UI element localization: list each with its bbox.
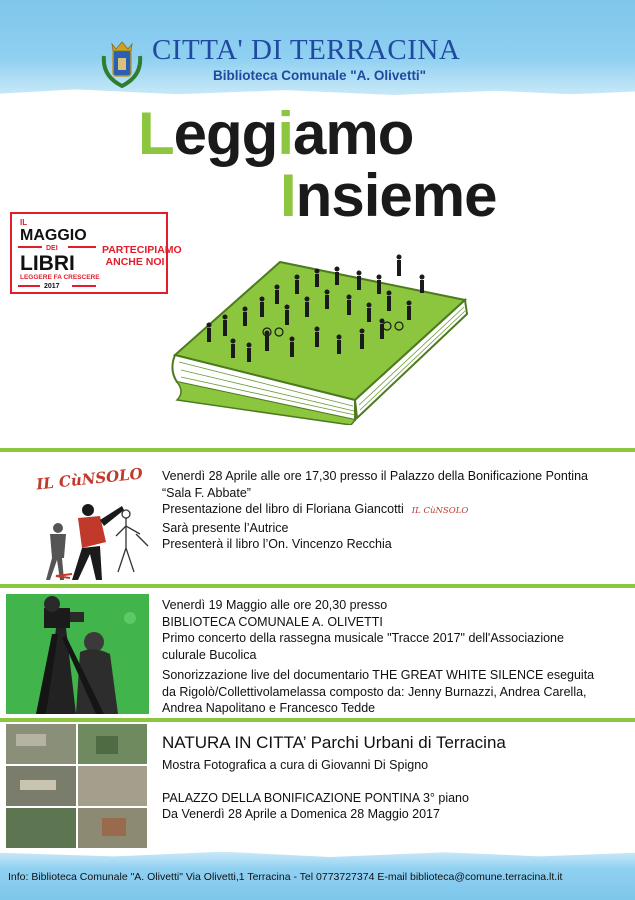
badge-year: 2017 [44,283,60,290]
event-1-line [162,501,588,520]
badge-stripe [18,246,42,248]
badge-dei: DEI [46,245,58,252]
event-2-line: Primo concerto della rassegna musicale "Tracce 2017" dell'Associazione [162,631,564,645]
event-3-line: PALAZZO DELLA BONIFICAZIONE PONTINA 3° piano [162,790,469,805]
aerial-photo-collage [6,724,147,848]
title-line-1 [138,100,414,167]
title-line2-rest: nsieme [295,162,497,229]
title-line1-part: egg [173,100,278,167]
camera-operator-icon [6,594,149,714]
aerial-detail [20,780,56,790]
badge-stripe [68,246,96,248]
city-title: CITTA' DI TERRACINA [152,34,461,66]
badge-maggio: MAGGIO [20,227,87,244]
title-line1-i: i [277,100,293,167]
event-1-line: Presenterà il libro l’On. Vincenzo Recchia [162,537,392,551]
event-3-text [162,757,469,823]
footer-info: Info: Biblioteca Comunale "A. Olivetti" Via Olivetti,1 Terracina - Tel 0773727374 E-mail biblioteca@comune.terracina.lt.it [8,871,563,883]
badge-il: IL [20,218,28,227]
event-2-text [162,597,594,717]
il-consolo-illustration [30,492,150,584]
event-1-line: Venerdì 28 Aprile alle ore 17,30 presso il Palazzo della Bonificazione Pontina [162,469,588,483]
badge-stripe [18,285,40,287]
section-divider [0,584,635,588]
aerial-photo [78,766,147,806]
event-2-line: Sonorizzazione live del documentario THE GREAT WHITE SILENCE eseguita [162,668,595,682]
event-1-line: “Sala F. Abbate” [162,485,251,500]
event-3-line: Da Venerdì 28 Aprile a Domenica 28 Maggio 2017 [162,807,440,821]
il-consolo-logo: IL CùNSOLO [35,464,144,494]
aerial-detail [96,736,118,754]
city-crest-icon [100,36,144,88]
title-first-letter: L [138,100,174,167]
badge-libri: LIBRI [20,252,75,275]
il-consolo-inline-logo: IL CùNSOLO [411,506,469,516]
event-1-line-text: Presentazione del libro di Floriana Giancotti [162,502,404,516]
aerial-photo [6,808,76,848]
section-divider [0,448,635,452]
event-1-text [162,468,588,553]
badge-stripe [72,285,96,287]
aerial-detail [16,734,46,746]
book-with-people-illustration [165,250,470,425]
badge-slogan: LEGGERE FA CRESCERE [20,274,100,281]
event-1-line: Sarà presente l’Autrice [162,520,289,535]
section-divider [0,718,635,722]
event-2-line: da Rigolò/Collettivolamelassa composto da: Jenny Burnazzi, Andrea Carella, [162,684,587,699]
event-3-title: NATURA IN CITTA’ Parchi Urbani di Terracina [162,733,506,752]
title-line-2 [280,162,497,229]
event-3-line: Mostra Fotografica a cura di Giovanni Di Spigno [162,758,429,772]
event-2-line: Andrea Napolitano e Francesco Tedde [162,701,376,715]
event-2-line: culurale Bucolica [162,647,257,662]
event-2-line: Venerdì 19 Maggio alle ore 20,30 presso [162,598,388,612]
maggio-dei-libri-badge [10,212,182,294]
title-line1-end: amo [293,100,414,167]
badge-partecipiamo: PARTECIPIAMO ANCHE NOI [102,244,182,269]
title-line2-i: I [280,162,296,229]
event-2-line: BIBLIOTECA COMUNALE A. OLIVETTI [162,614,383,629]
library-name: Biblioteca Comunale "A. Olivetti" [213,68,427,83]
aerial-detail [102,818,126,836]
film-camera-photo [6,594,149,714]
